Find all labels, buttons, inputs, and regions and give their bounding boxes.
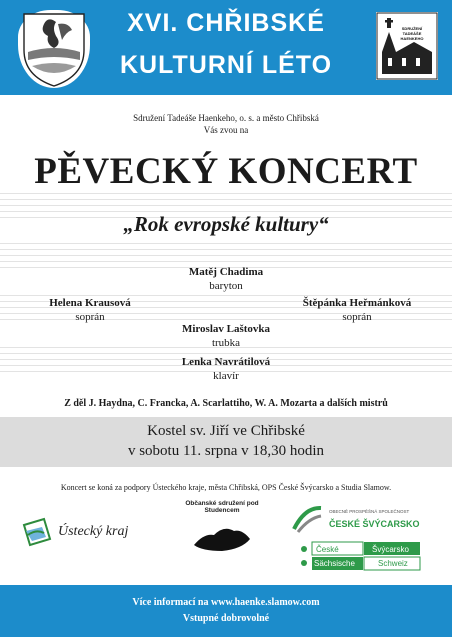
footer-band <box>0 585 452 637</box>
staff-line <box>0 353 452 354</box>
festival-title-line1: XVI. CHŘIBSKÉ <box>127 9 325 37</box>
performer-role: klavír <box>213 370 239 382</box>
performer-name: Helena Krausová <box>49 297 131 309</box>
chribska-crest <box>18 10 90 88</box>
region-schweiz-label: Schweiz <box>378 559 408 568</box>
staff-line <box>0 193 452 194</box>
staff-line <box>0 205 452 206</box>
venue-place: Kostel sv. Jiří ve Chřibské <box>147 423 305 439</box>
performer-name: Miroslav Laštovka <box>181 323 271 335</box>
organizer-intro <box>0 112 452 136</box>
performer-role: trubka <box>211 337 241 349</box>
performer-role: soprán <box>75 311 105 323</box>
performer-role: soprán <box>342 311 372 323</box>
studenec-name: Občanské sdružení pod Studencem <box>185 500 259 514</box>
haenke-logo-text: SDRUŽENÍ TADEÁŠE HAENKEHO <box>400 26 424 41</box>
venue-datetime: v sobotu 11. srpna v 18,30 hodin <box>127 443 325 459</box>
performer-role: baryton <box>209 280 243 292</box>
performer-name: Štěpánka Heřmánková <box>302 297 412 309</box>
crest-icon <box>18 10 90 88</box>
intro-line2: Vás zvou na <box>203 125 249 135</box>
ops-subtitle: OBECNĚ PROSPĚŠNÁ SPOLEČNOST <box>329 509 410 514</box>
ustecky-kraj-name: Ústecký kraj <box>58 524 129 539</box>
venue-band <box>0 417 452 467</box>
staff-line <box>0 261 452 262</box>
performer-lastovka <box>126 322 326 350</box>
region-cs-label: České <box>316 545 339 554</box>
staff-line <box>0 243 452 244</box>
haenke-society-logo <box>376 12 438 80</box>
performer-krausova <box>10 296 170 324</box>
concert-subtitle: „Rok evropské kultury“ <box>123 212 329 236</box>
intro-line1: Sdružení Tadeáše Haenkeho, o. s. a město Chřibská <box>133 113 319 123</box>
performer-navratilova <box>126 355 326 383</box>
program-works: Z děl J. Haydna, C. Francka, A. Scarlattiho, W. A. Mozarta a dalších mistrů <box>64 398 388 409</box>
performer-name: Matěj Chadima <box>188 266 264 278</box>
admission-info: Vstupné dobrovolné <box>182 613 270 624</box>
performer-hermankova <box>282 296 432 324</box>
region-svycarsko-label: Švýcarsko <box>372 545 409 554</box>
festival-title-line2: KULTURNÍ LÉTO <box>119 51 333 79</box>
ops-name: ČESKÉ ŠVÝCARSKO <box>329 519 420 529</box>
ustecky-kraj-icon <box>20 515 54 549</box>
church-icon <box>376 12 438 80</box>
ops-swoosh-icon <box>291 504 323 534</box>
staff-line <box>0 249 452 250</box>
staff-line <box>0 255 452 256</box>
support-note: Koncert se koná za podpory Ústeckého kraje, města Chřibská, OPS České Švýcarsko a Studia Slamow. <box>60 483 392 492</box>
region-sachsische-label: Sächsische <box>314 559 355 568</box>
performer-chadima <box>126 265 326 293</box>
concert-title: PĚVECKÝ KONCERT <box>34 151 418 192</box>
website-info: Více informací na www.haenke.slamow.com <box>132 597 320 608</box>
performer-name: Lenka Navrátilová <box>181 356 271 368</box>
staff-line <box>0 199 452 200</box>
